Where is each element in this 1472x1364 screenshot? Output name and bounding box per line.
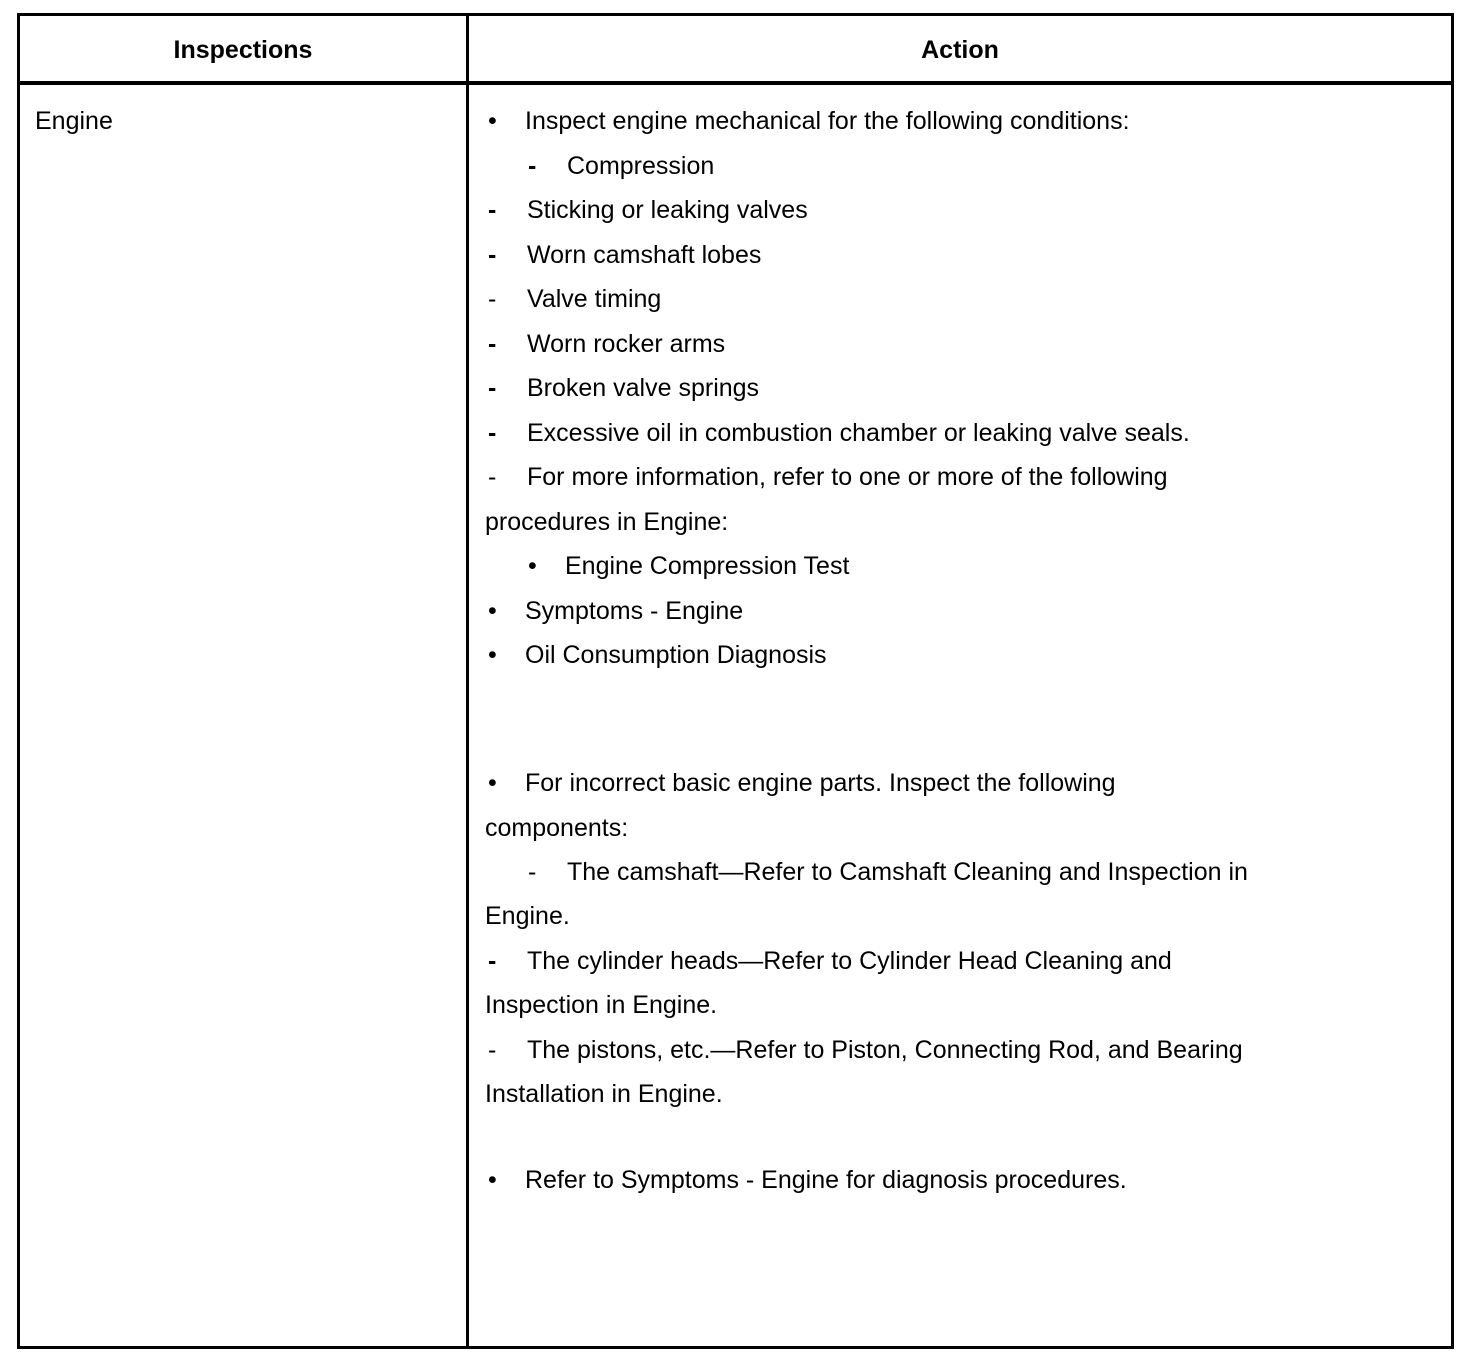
inspection-cell-engine: Engine [35, 107, 113, 135]
list-item: Valve timing [527, 285, 662, 313]
dash-marker: - [488, 1036, 497, 1064]
bullet-marker: • [488, 641, 497, 669]
list-item: Broken valve springs [527, 374, 760, 402]
dash-marker: - [488, 330, 497, 358]
header-inspections: Inspections [173, 36, 313, 64]
list-item: Worn rocker arms [527, 330, 726, 358]
list-item: Symptoms - Engine [525, 597, 744, 625]
dash-marker: - [528, 152, 537, 180]
dash-marker: - [488, 374, 497, 402]
list-item-continuation: Installation in Engine. [485, 1080, 723, 1108]
list-item: Sticking or leaking valves [527, 196, 808, 224]
list-item-continuation: Engine. [485, 902, 570, 930]
list-item-continuation: Inspection in Engine. [485, 991, 718, 1019]
bullet-marker: • [528, 552, 537, 580]
header-divider [17, 81, 1454, 85]
column-divider [466, 13, 469, 1349]
dash-marker: - [488, 463, 497, 491]
dash-marker: - [488, 241, 497, 269]
bullet-marker: • [488, 597, 497, 625]
bullet-marker: • [488, 1166, 497, 1194]
list-item: The pistons, etc.—Refer to Piston, Connecting Rod, and Bearing [527, 1036, 1243, 1064]
dash-marker: - [528, 858, 537, 886]
list-item: Engine Compression Test [565, 552, 850, 580]
list-item: Excessive oil in combustion chamber or leaking valve seals. [527, 419, 1190, 447]
list-item: For more information, refer to one or more of the following [527, 463, 1168, 491]
list-item: Worn camshaft lobes [527, 241, 762, 269]
list-item: The cylinder heads—Refer to Cylinder Head Cleaning and [527, 947, 1172, 975]
list-item: For incorrect basic engine parts. Inspect the following [525, 769, 1116, 797]
bullet-marker: • [488, 107, 497, 135]
list-item: Compression [567, 152, 715, 180]
dash-marker: - [488, 419, 497, 447]
list-item: Oil Consumption Diagnosis [525, 641, 827, 669]
list-item: Inspect engine mechanical for the following conditions: [525, 107, 1130, 135]
list-item: Refer to Symptoms - Engine for diagnosis procedures. [525, 1166, 1127, 1194]
list-item-continuation: procedures in Engine: [485, 508, 729, 536]
dash-marker: - [488, 947, 497, 975]
dash-marker: - [488, 196, 497, 224]
list-item: The camshaft—Refer to Camshaft Cleaning and Inspection in [567, 858, 1248, 886]
list-item-continuation: components: [485, 814, 629, 842]
dash-marker: - [488, 285, 497, 313]
bullet-marker: • [488, 769, 497, 797]
header-action: Action [921, 36, 999, 64]
